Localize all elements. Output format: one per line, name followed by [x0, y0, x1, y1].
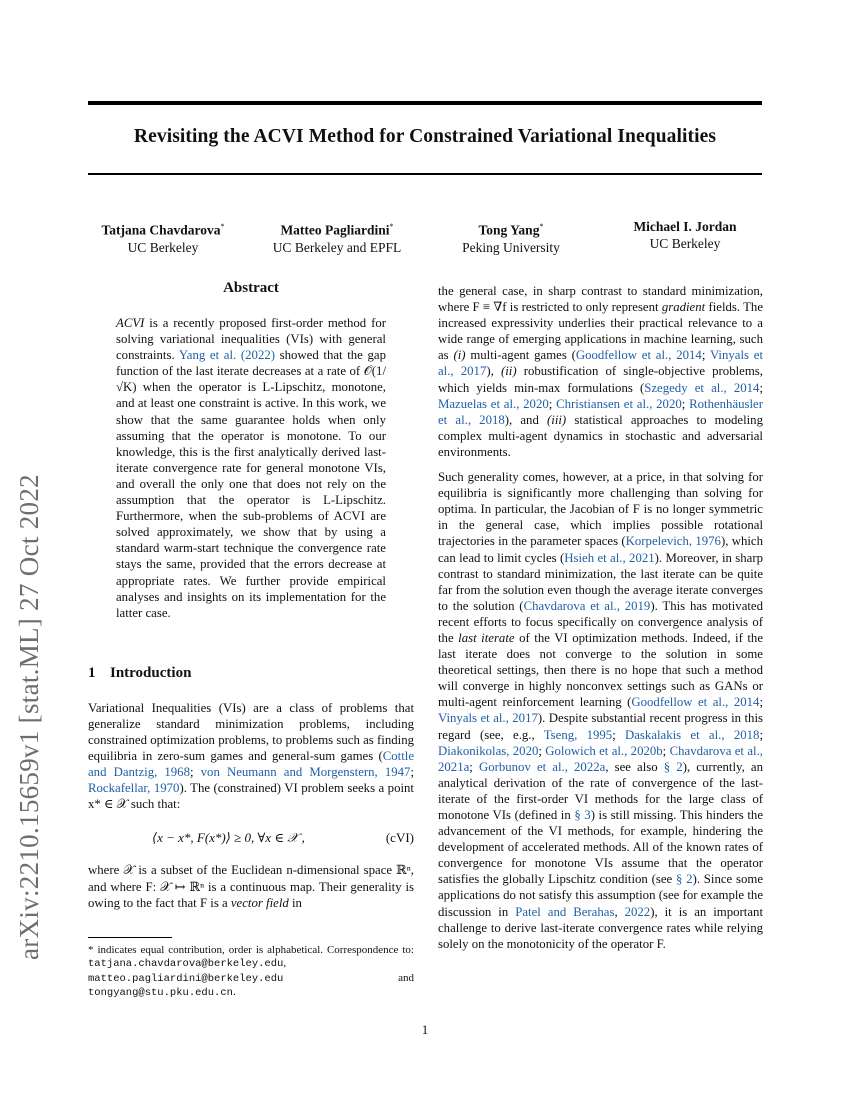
- right-column: [438, 283, 763, 952]
- citation-link[interactable]: von Neumann and Morgenstern, 1947: [200, 765, 411, 780]
- citation-link[interactable]: Hsieh et al., 2021: [564, 550, 655, 565]
- email-link[interactable]: tatjana.chavdarova@berkeley.edu: [88, 958, 284, 971]
- abstract-heading: Abstract: [223, 280, 279, 296]
- citation-link[interactable]: Rothenhäusler et al., 2018: [438, 396, 763, 427]
- author-mark: *: [539, 222, 544, 231]
- citation-link[interactable]: Chavdarova et al., 2021a: [438, 743, 763, 774]
- section-link[interactable]: § 2: [663, 759, 683, 774]
- equation-body: ⟨x − x*, F(x*)⟩ ≥ 0, ∀x ∈ 𝒳 ,: [152, 830, 305, 846]
- citation-link[interactable]: Goodfellow et al., 2014: [631, 695, 760, 710]
- citation-link[interactable]: Yang et al. (2022): [178, 348, 275, 363]
- equation-cvi: [88, 826, 414, 852]
- citation-link[interactable]: Cottle and Dantzig, 1968: [88, 749, 414, 780]
- author-affiliation: Peking University: [462, 239, 560, 255]
- author-name: Matteo Pagliardini: [280, 222, 390, 238]
- author-name: Tatjana Chavdarova: [101, 222, 221, 238]
- arxiv-sidebar-stamp: arXiv:2210.15659v1 [stat.ML] 27 Oct 2022: [14, 474, 44, 960]
- page-number: 1: [421, 1022, 429, 1037]
- author-block: [610, 218, 760, 252]
- citation-link[interactable]: Gorbunov et al., 2022a: [478, 759, 606, 774]
- author-affiliation: UC Berkeley: [649, 236, 721, 251]
- section-link[interactable]: § 2: [675, 872, 693, 887]
- citation-link[interactable]: Goodfellow et al., 2014: [575, 348, 702, 363]
- paper-title: Revisiting the ACVI Method for Constrained Variational Inequalities: [133, 126, 717, 147]
- intro-paragraph: where 𝒳 is a subset of the Euclidean n-dimensional space ℝⁿ, and where F: 𝒳 ↦ ℝⁿ is a continuous map. Their generality is owing to the fact that F is a vector field in: [88, 863, 414, 910]
- citation-link[interactable]: Daskalakis et al., 2018: [625, 727, 760, 742]
- section-link[interactable]: § 3: [574, 808, 591, 822]
- author-block: [88, 218, 238, 256]
- citation-link[interactable]: Christiansen et al., 2020: [556, 396, 682, 411]
- body-paragraph: the general case, in sharp contrast to standard minimization, where F ≡ ∇f is restricted to only represent gradient fields. The increased expressivity underlies their practical relevance to a wide range of emerging applications in machine learning, such as (i) multi-agent games (Goodfellow et al., 2014; Vinyals et al., 2017), (ii) robustification of single-objective problems, which yields min-max formulations (Szegedy et al., 2014; Mazuelas et al., 2020; Christiansen et al., 2020; Rothenhäusler et al., 2018), and (iii) statistical approaches to modeling complex multi-agent dynamics in stochastic and adversarial environments.: [438, 284, 764, 459]
- citation-link[interactable]: Golowich et al., 2020b: [545, 743, 663, 758]
- body-paragraph: Such generality comes, however, at a price, in that solving for equilibria is significantly more challenging than solving for optima. In particular, the Jacobian of F is no longer symmetric in the general case, which implies possible rotational trajectories in the parameter spaces (Korpelevich, 1976), which can lead to limit cycles (Hsieh et al., 2021). Moreover, in sharp contrast to standard minimization, the last iterate can be quite far from the solution even though the average iterate converges to the solution (Chavdarova et al., 2019). This has motivated recent efforts to focus specifically on convergence analysis of the last iterate of the VI optimization methods. Indeed, if the last iterate does not converge to the solution in some theoretical settings, then there is no hope that such a method will converge in highly nonconvex settings such as GANs or multi-agent reinforcement learning (Goodfellow et al., 2014; Vinyals et al., 2017). Despite substantial recent progress in this regard (see, e.g., Tseng, 1995; Daskalakis et al., 2018; Diakonikolas, 2020; Golowich et al., 2020b; Chavdarova et al., 2021a; Gorbunov et al., 2022a, see also § 2), currently, an analytical derivation of the rate of convergence of the last-iterate of the first-order VI methods for the large class of monotone VIs (defined in § 3) is still missing. This hinders the advancement of the VI methods, for example, hindering the development of accelerated methods. All of the known rates of convergence for monotone VIs assume that the operator satisfies the globally Lipschitz condition (see § 2). Since some applications do not satisfy this assumption (see for example the discussion in Patel and Berahas, 2022), it is an important challenge to derive last-iterate convergence rates while relying solely on the monotonicity of the operator F.: [438, 470, 764, 951]
- author-name: Michael I. Jordan: [633, 219, 737, 234]
- footnote-rule: [88, 937, 172, 938]
- citation-link[interactable]: Vinyals et al., 2017: [438, 711, 538, 726]
- citation-link[interactable]: Korpelevich, 1976: [625, 534, 721, 549]
- citation-link[interactable]: Chavdarova et al., 2019: [523, 598, 651, 613]
- author-name: Tong Yang: [478, 222, 540, 238]
- citation-link[interactable]: Diakonikolas, 2020: [438, 743, 539, 758]
- section-heading: 1 Introduction: [88, 664, 192, 681]
- left-column: [88, 280, 414, 1001]
- citation-link[interactable]: Rockafellar, 1970: [88, 781, 180, 796]
- citation-link[interactable]: Szegedy et al., 2014: [644, 380, 760, 395]
- citation-link[interactable]: Mazuelas et al., 2020: [438, 396, 549, 411]
- author-affiliation: UC Berkeley: [127, 239, 199, 255]
- equation-tag: (cVI): [385, 830, 414, 846]
- citation-link[interactable]: 2022: [624, 904, 651, 919]
- author-affiliation: UC Berkeley and EPFL: [272, 239, 402, 255]
- citation-link[interactable]: Vinyals et al., 2017: [438, 348, 763, 379]
- title-bottom-rule: [88, 173, 762, 175]
- email-link[interactable]: tongyang@stu.pku.edu.cn: [88, 987, 233, 1000]
- citation-link[interactable]: Patel and Berahas: [515, 904, 615, 919]
- top-rule: [88, 101, 762, 105]
- author-mark: *: [389, 222, 394, 231]
- author-mark: *: [220, 222, 225, 231]
- author-block: [262, 218, 412, 256]
- citation-link[interactable]: Tseng, 1995: [543, 727, 613, 742]
- footnote: * indicates equal contribution, order is alphabetical. Correspondence to: tatjana.chavdarova@berkeley.edu, matteo.pagliardini@berkeley.edu and tongyang@stu.pku.edu.cn.: [88, 943, 414, 1000]
- email-link[interactable]: matteo.pagliardini@berkeley.edu: [88, 972, 284, 985]
- abstract-text: ACVI is a recently proposed first-order method for solving variational inequalities (VIs) with general constraints. Yang et al. (2022) showed that the gap function of the last iterate decreases at a rate of 𝒪(1/√K) when the operator is L-Lipschitz, monotone, and at least one constraint is active. In this work, we show that the same guarantee holds when only assuming that the operator is monotone. To our knowledge, this is the first analytically derived last-iterate convergence rate for general monotone VIs, and overall the only one that does not rely on the assumption that the operator is L-Lipschitz. Furthermore, when the sub-problems of ACVI are solved approximately, we show that by using a standard warm-start technique the convergence rate stays the same, provided that the errors decrease at appropriate rates. We further provide empirical analyses and insights on its implementation for the latter case.: [116, 316, 386, 620]
- author-block: [436, 218, 586, 256]
- intro-paragraph: Variational Inequalities (VIs) are a class of problems that generalize standard minimization problems, including constrained optimization problems, to problems such as finding equilibria in zero-sum games and general-sum games (Cottle and Dantzig, 1968; von Neumann and Morgenstern, 1947; Rockafellar, 1970). The (constrained) VI problem seeks a point x* ∈ 𝒳 such that:: [88, 700, 414, 812]
